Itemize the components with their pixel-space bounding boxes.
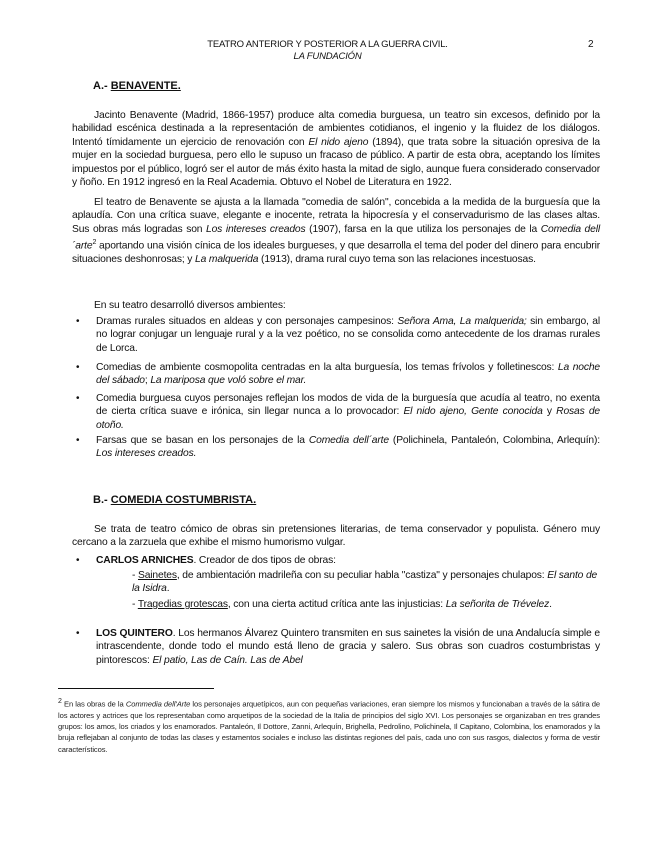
work-title: El nido ajeno, Gente conocida (403, 406, 543, 418)
text-run: , de ambientación madrileña con su peculiar habla "castiza" y personajes chulapos: (176, 570, 548, 581)
work-title: El santo de la Isidra (132, 570, 598, 595)
ambientes-intro: En su teatro desarrolló diversos ambientes: (94, 300, 286, 311)
benavente-paragraph-2 (72, 196, 600, 266)
work-title: Comedia dell´arte (72, 223, 600, 252)
footnote-number: 2 (58, 698, 62, 705)
text-run: . (549, 599, 552, 610)
costumbrista-paragraph: Se trata de teatro cómico de obras sin pretensiones literarias, de tema conservador y populista. Género muy cercano a la zarzuela que exhibe el mismo humorismo vulgar. (72, 524, 600, 549)
text-run: Farsas que se basan en los personajes de la (96, 435, 309, 446)
bullet-icon: • (76, 628, 80, 639)
dash: - (132, 570, 138, 581)
text-run: . (166, 583, 170, 595)
bullet-icon: • (76, 435, 80, 446)
bullet-icon: • (76, 316, 80, 327)
arniches-sainetes (132, 569, 602, 596)
benavente-paragraph-1 (72, 109, 600, 189)
header-title: TEATRO ANTERIOR Y POSTERIOR A LA GUERRA CIVIL. (207, 39, 448, 50)
work-title: El patio, Las de Caín. Las de Abel (152, 654, 303, 666)
section-b-title: COMEDIA COSTUMBRISTA. (110, 494, 257, 506)
section-b-prefix: B.- (93, 494, 108, 506)
page-header (0, 39, 655, 63)
bullet-icon: • (76, 555, 80, 566)
text-run: ; (144, 375, 151, 387)
footnote (58, 696, 600, 755)
work-title: Los intereses creados. (96, 448, 197, 460)
text-run: Jacinto Benavente (Madrid, 1866-1957) produce alta comedia burguesa, un teatro sin excesos, definido por la habilidad escénica destinada a la representación de ambientes cotidianos, el ingenio y la fluidez de los diálogos. Intentó tímidamente un ejercicio de renovación con (72, 110, 600, 148)
page-number: 2 (588, 39, 594, 50)
text-run: aportando una visión cínica de los ideales burgueses, y que desarrolla el tema del poder del dinero para encubrir situaciones deshonrosas; y (72, 240, 600, 266)
section-a-title: BENAVENTE. (110, 80, 181, 92)
work-title: La mariposa que voló sobre el mar. (150, 375, 307, 387)
list-item-quintero (96, 627, 600, 667)
work-title: Commedia dell'Arte (125, 699, 191, 709)
text-run: (1913), drama rural cuyo tema son las relaciones incestuosas. (258, 254, 536, 266)
section-a-prefix: A.- (93, 80, 108, 92)
text-run: , con una cierta actitud crítica ante las injusticias: (227, 599, 446, 610)
footnote-ref[interactable]: 2 (92, 239, 97, 247)
author-name: LOS QUINTERO (96, 628, 173, 639)
section-a-heading (93, 80, 181, 92)
text-run: Comedia burguesa cuyos personajes reflejan los modos de vida de la burguesía que acudía al teatro, no exenta de cierta crítica suave e irónica, sin llegar nunca a lo provocador: (96, 393, 600, 418)
footnote-separator (58, 688, 214, 689)
text-run: Comedias de ambiente cosmopolita centradas en la alta burguesía, los temas frívolos y folletinescos: (96, 362, 558, 373)
genre-term: Tragedias grotescas (137, 599, 228, 610)
text-run: . Los hermanos Álvarez Quintero transmiten en sus sainetes la visión de una Andalucía simple e intrascendente, donde todo el mundo está lleno de gracia y salero. Sus obras son cuadros costumbristas y pintorescos: (96, 628, 600, 666)
text-run: y (542, 406, 557, 418)
text-run: (Polichinela, Pantaleón, Colombina, Arlequín): (388, 435, 600, 446)
work-title: Comedia dell´arte (308, 435, 389, 446)
list-item-dramas-rurales (96, 315, 600, 355)
list-item-comedia-burguesa (96, 392, 600, 432)
work-title: Los intereses creados (206, 223, 306, 235)
section-b-heading (93, 494, 256, 506)
text-run: Dramas rurales situados en aldeas y con personajes campesinos: (96, 316, 398, 327)
genre-term: Sainetes (138, 570, 177, 581)
work-title: Señora Ama, La malquerida; (397, 316, 527, 327)
list-item-arniches (96, 554, 600, 567)
list-item-farsas (96, 434, 600, 461)
work-title: La malquerida (195, 254, 259, 266)
text-run: (1907), farsa en la que utiliza los personajes de la (305, 223, 541, 235)
list-item-comedias-cosmopolitas (96, 361, 600, 388)
text-run: . Creador de dos tipos de obras: (193, 555, 336, 566)
text-run: los personajes arquetípicos, aun con pequeñas variaciones, eran siempre los mismos y funcionaban a través de la sátira de los actores y actrices que los representaban como arquetipos de la sociedad de la Italia de principios del siglo XVI. Los personajes se organizaban en tres grandes grupos: los amos, los criados y los enamorados. Pantaleón, Il Dottore, Zanni, Arlequín, Brighella, Pedrolino, Polichinela, Il Capitano, Colombina, los enamorados y la bruja reflejaban al conjunto de todas las clases y estamentos sociales e incluso las distintas regiones del país, cada uno con sus rasgos, dialectos y forma de vestir característicos. (58, 699, 600, 754)
text-run: En las obras de la (61, 699, 126, 709)
arniches-tragedias (132, 598, 602, 611)
work-title: La señorita de Trévelez (445, 599, 550, 610)
author-name: CARLOS ARNICHES (96, 555, 194, 566)
bullet-icon: • (76, 362, 80, 373)
work-title: La noche del sábado (96, 362, 600, 387)
header-subtitle: LA FUNDACIÓN (293, 51, 362, 62)
bullet-icon: • (76, 393, 80, 404)
text-run: (1894), que trata sobre la situación opresiva de la mujer en la sociedad burguesa, pero ello le supuso un fracaso de público. A partir de esta obra, aceptando los límites impuestos por el público, logró ser el autor de más éxito hasta la mitad de siglo, aunque fuera considerado conservador y ñoño. En 1912 ingresó en la Real Academia. Obtuvo el Nobel de Literatura en 1922. (72, 136, 600, 189)
dash: - (132, 599, 138, 610)
text-run: El teatro de Benavente se ajusta a la llamada "comedia de salón", concebida a la medida de la burguesía que la aplaudía. Con una crítica suave, elegante e inocente, retrata la hipocresía y el conservadurismo de las clases altas. Sus obras más logradas son (72, 197, 600, 235)
text-run: sin embargo, al no lograr conjugar un lenguaje rural y a la vez poético, no se consolida como antecedente de los dramas rurales de Lorca. (96, 316, 600, 354)
work-title: Rosas de otoño. (96, 406, 600, 431)
work-title: El nido ajeno (308, 136, 369, 148)
